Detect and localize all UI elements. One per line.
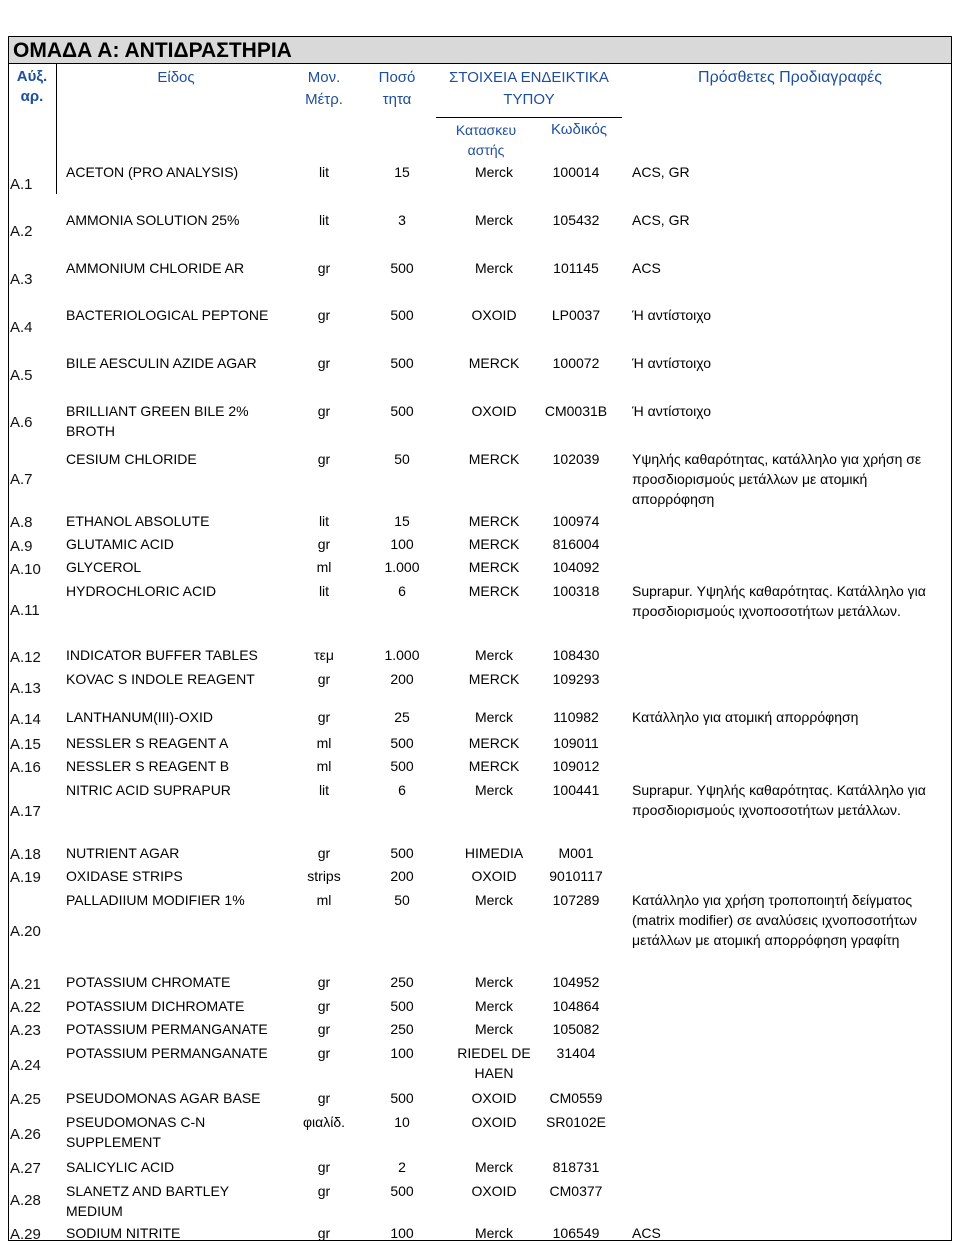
row-spec: Κατάλληλο για χρήση τροποποιητή δείγματος (matrix modifier) σε αναλύσεις ιχνοποσοτήτων μετάλλων με ατομική απορρόφηση γραφίτη bbox=[632, 892, 918, 948]
row-mfr: Merck bbox=[474, 709, 514, 725]
row-number: Α.4 bbox=[10, 319, 33, 336]
row-mfr: MERCK bbox=[468, 671, 520, 687]
row-code: 100014 bbox=[552, 164, 600, 180]
header-item: Είδος bbox=[157, 69, 195, 86]
row-mfr: MERCK bbox=[468, 451, 520, 467]
header-type-info: ΣΤΟΙΧΕΙΑ ΕΝΔΕΙΚΤΙΚΑ ΤΥΠΟΥ bbox=[449, 69, 609, 108]
row-mfr: MERCK bbox=[468, 559, 520, 575]
row-code: 110982 bbox=[553, 709, 599, 725]
row-qty: 200 bbox=[390, 671, 414, 687]
row-mfr: Merck bbox=[474, 1021, 514, 1037]
row-qty: 500 bbox=[390, 1183, 414, 1199]
row-number: Α.22 bbox=[10, 999, 41, 1016]
row-code: 9010117 bbox=[549, 868, 603, 884]
row-spec: Suprapur. Υψηλής καθαρότητας. Κατάλληλο για προσδιορισμούς ιχνοποσοτήτων μετάλλων. bbox=[632, 583, 926, 619]
row-mfr: Merck bbox=[474, 892, 514, 908]
row-name: POTASSIUM PERMANGANATE bbox=[66, 1045, 268, 1061]
row-mfr: MERCK bbox=[468, 513, 520, 529]
row-code: 102039 bbox=[552, 451, 600, 467]
row-qty: 500 bbox=[390, 260, 414, 276]
row-number: Α.27 bbox=[10, 1160, 41, 1177]
row-qty: 100 bbox=[390, 1225, 414, 1241]
row-mfr: Merck bbox=[474, 974, 514, 990]
row-qty: 100 bbox=[390, 1045, 414, 1061]
row-number: Α.24 bbox=[10, 1057, 41, 1074]
row-code: 104952 bbox=[552, 974, 600, 990]
row-unit: ml bbox=[316, 758, 332, 774]
row-spec: Suprapur. Υψηλής καθαρότητας. Κατάλληλο για προσδιορισμούς ιχνοποσοτήτων μετάλλων. bbox=[632, 782, 926, 818]
row-spec: ACS, GR bbox=[632, 164, 690, 180]
row-number: Α.17 bbox=[10, 803, 41, 820]
row-qty: 25 bbox=[394, 709, 410, 725]
row-number: Α.19 bbox=[10, 869, 41, 886]
row-mfr: RIEDEL DE HAEN bbox=[457, 1045, 531, 1081]
row-unit: gr bbox=[317, 1021, 331, 1037]
row-number: Α.25 bbox=[10, 1091, 41, 1108]
row-mfr: OXOID bbox=[471, 1090, 517, 1106]
row-qty: 6 bbox=[398, 782, 406, 798]
row-unit: gr bbox=[317, 536, 331, 552]
header-num: Αύξ. αρ. bbox=[16, 68, 48, 105]
row-qty: 500 bbox=[390, 735, 414, 751]
row-spec: Ή αντίστοιχο bbox=[632, 403, 711, 419]
row-qty: 200 bbox=[390, 868, 414, 884]
row-spec: ACS bbox=[632, 1225, 661, 1241]
row-mfr: Merck bbox=[474, 260, 514, 276]
row-unit: gr bbox=[317, 1225, 331, 1241]
row-mfr: Merck bbox=[474, 647, 514, 663]
row-qty: 2 bbox=[398, 1159, 406, 1175]
row-unit: gr bbox=[317, 998, 331, 1014]
row-code: LP0037 bbox=[551, 307, 601, 323]
row-name: HYDROCHLORIC ACID bbox=[66, 583, 217, 599]
row-name: BILE AESCULIN AZIDE AGAR bbox=[66, 355, 257, 371]
row-spec: ACS bbox=[632, 260, 661, 276]
row-name: CESIUM CHLORIDE bbox=[66, 451, 197, 467]
row-unit: gr bbox=[317, 1045, 331, 1061]
row-code: 100318 bbox=[552, 583, 600, 599]
row-unit: gr bbox=[317, 1090, 331, 1106]
row-unit: lit bbox=[318, 212, 330, 228]
row-code: 100441 bbox=[552, 782, 600, 798]
row-name: NESSLER S REAGENT A bbox=[66, 735, 229, 751]
row-mfr: Merck bbox=[474, 782, 514, 798]
row-unit: lit bbox=[318, 164, 330, 180]
row-unit: gr bbox=[317, 1183, 331, 1199]
header-code: Κωδικός bbox=[550, 121, 608, 138]
row-mfr: OXOID bbox=[471, 1183, 517, 1199]
row-spec: Ή αντίστοιχο bbox=[632, 355, 711, 371]
row-qty: 500 bbox=[390, 998, 414, 1014]
row-unit: ml bbox=[316, 892, 332, 908]
row-mfr: HIMEDIA bbox=[464, 845, 524, 861]
row-code: 31404 bbox=[556, 1045, 596, 1061]
row-number: Α.20 bbox=[10, 923, 41, 940]
row-qty: 50 bbox=[394, 451, 410, 467]
row-qty: 500 bbox=[390, 307, 414, 323]
row-name: INDICATOR BUFFER TABLES bbox=[66, 647, 258, 663]
row-unit: gr bbox=[317, 845, 331, 861]
row-code: 107289 bbox=[552, 892, 600, 908]
row-code: CM0559 bbox=[549, 1090, 603, 1106]
row-qty: 500 bbox=[390, 845, 414, 861]
row-code: 108430 bbox=[552, 647, 600, 663]
group-title: ΟΜΑΔΑ Α: ΑΝΤΙΔΡΑΣΤΗΡΙΑ bbox=[8, 36, 952, 64]
row-mfr: MERCK bbox=[468, 735, 520, 751]
row-number: Α.2 bbox=[10, 223, 33, 240]
row-number: Α.11 bbox=[10, 602, 40, 619]
row-mfr: MERCK bbox=[468, 758, 520, 774]
row-unit: lit bbox=[318, 583, 330, 599]
row-spec: Υψηλής καθαρότητας, κατάλληλο για χρήση σε προσδιορισμούς μετάλλων με ατομική απορρόφηση bbox=[632, 451, 922, 507]
row-name: SLANETZ AND BARTLEY MEDIUM bbox=[66, 1183, 229, 1219]
row-mfr: Merck bbox=[474, 1159, 514, 1175]
row-code: 818731 bbox=[552, 1159, 600, 1175]
row-mfr: OXOID bbox=[471, 307, 517, 323]
row-mfr: OXOID bbox=[471, 868, 517, 884]
row-unit: gr bbox=[317, 671, 331, 687]
row-name: OXIDASE STRIPS bbox=[66, 868, 183, 884]
row-code: 104864 bbox=[552, 998, 600, 1014]
row-unit: gr bbox=[317, 451, 331, 467]
header-qty: Ποσό τητα bbox=[378, 69, 416, 108]
row-unit: gr bbox=[317, 355, 331, 371]
row-name: AMMONIUM CHLORIDE AR bbox=[66, 260, 245, 276]
row-code: 100974 bbox=[552, 513, 600, 529]
header-manufacturer: Κατασκευ αστής bbox=[455, 122, 517, 158]
row-name: SODIUM NITRITE bbox=[66, 1225, 181, 1241]
row-code: 105082 bbox=[552, 1021, 600, 1037]
row-name: SALICYLIC ACID bbox=[66, 1159, 175, 1175]
row-code: M001 bbox=[558, 845, 594, 861]
row-number: Α.3 bbox=[10, 271, 33, 288]
row-mfr: MERCK bbox=[468, 583, 520, 599]
row-number: Α.5 bbox=[10, 367, 33, 384]
row-code: 109293 bbox=[552, 671, 600, 687]
row-unit: gr bbox=[317, 307, 331, 323]
row-code: SR0102E bbox=[546, 1114, 606, 1130]
row-qty: 250 bbox=[390, 974, 414, 990]
row-code: 105432 bbox=[552, 212, 600, 228]
row-number: Α.21 bbox=[10, 976, 41, 993]
row-unit: lit bbox=[318, 782, 330, 798]
row-unit: τεμ bbox=[314, 647, 334, 663]
row-mfr: Merck bbox=[474, 212, 514, 228]
row-name: ETHANOL ABSOLUTE bbox=[66, 513, 210, 529]
row-qty: 1.000 bbox=[384, 559, 420, 575]
row-name: PSEUDOMONAS C-N SUPPLEMENT bbox=[66, 1114, 206, 1150]
row-name: PSEUDOMONAS AGAR BASE bbox=[66, 1090, 261, 1106]
row-qty: 500 bbox=[390, 1090, 414, 1106]
row-number: Α.15 bbox=[10, 736, 41, 753]
header-subdivider bbox=[436, 117, 622, 118]
row-mfr: MERCK bbox=[468, 355, 520, 371]
row-number: Α.23 bbox=[10, 1022, 41, 1039]
row-number: Α.29 bbox=[10, 1226, 41, 1243]
row-number: Α.7 bbox=[10, 471, 33, 488]
row-unit: φιαλίδ. bbox=[302, 1114, 346, 1130]
row-name: BRILLIANT GREEN BILE 2% BROTH bbox=[66, 403, 249, 439]
header-unit: Μον. Μέτρ. bbox=[305, 69, 343, 108]
row-mfr: OXOID bbox=[471, 1114, 517, 1130]
row-code: CM0031B bbox=[544, 403, 608, 419]
row-qty: 500 bbox=[390, 758, 414, 774]
row-name: LANTHANUM(III)-OXID bbox=[66, 709, 213, 725]
row-number: Α.14 bbox=[10, 711, 41, 728]
row-number: Α.26 bbox=[10, 1126, 41, 1143]
row-mfr: MERCK bbox=[468, 536, 520, 552]
row-number: Α.18 bbox=[10, 846, 41, 863]
row-mfr: Merck bbox=[474, 1225, 514, 1241]
row-number: Α.28 bbox=[10, 1192, 41, 1209]
row-unit: gr bbox=[317, 403, 331, 419]
row-qty: 6 bbox=[398, 583, 406, 599]
row-number: Α.12 bbox=[10, 649, 41, 666]
row-name: BACTERIOLOGICAL PEPTONE bbox=[66, 307, 269, 323]
row-name: ACETON (PRO ANALYSIS) bbox=[66, 164, 239, 180]
row-name: GLUTAMIC ACID bbox=[66, 536, 174, 552]
row-name: POTASSIUM DICHROMATE bbox=[66, 998, 245, 1014]
row-unit: gr bbox=[317, 1159, 331, 1175]
row-qty: 15 bbox=[394, 513, 410, 529]
row-qty: 50 bbox=[394, 892, 410, 908]
row-name: POTASSIUM PERMANGANATE bbox=[66, 1021, 268, 1037]
row-qty: 3 bbox=[398, 212, 406, 228]
row-number: Α.1 bbox=[10, 176, 33, 193]
row-qty: 1.000 bbox=[384, 647, 420, 663]
row-unit: gr bbox=[317, 709, 331, 725]
row-unit: ml bbox=[316, 735, 332, 751]
row-number: Α.13 bbox=[10, 680, 41, 697]
row-number: Α.6 bbox=[10, 414, 33, 431]
header-specs: Πρόσθετες Προδιαγραφές bbox=[698, 69, 882, 86]
row-mfr: OXOID bbox=[471, 403, 517, 419]
row-code: 101145 bbox=[553, 260, 599, 276]
row-unit: strips bbox=[307, 868, 341, 884]
row-name: KOVAC S INDOLE REAGENT bbox=[66, 671, 255, 687]
row-unit: gr bbox=[317, 974, 331, 990]
row-name: GLYCEROL bbox=[66, 559, 142, 575]
row-spec: Κατάλληλο για ατομική απορρόφηση bbox=[632, 709, 859, 725]
row-code: 109012 bbox=[552, 758, 600, 774]
row-qty: 15 bbox=[394, 164, 410, 180]
row-code: 100072 bbox=[552, 355, 600, 371]
row-name: POTASSIUM CHROMATE bbox=[66, 974, 231, 990]
row-qty: 10 bbox=[394, 1114, 410, 1130]
row-name: NITRIC ACID SUPRAPUR bbox=[66, 782, 231, 798]
row-qty: 100 bbox=[390, 536, 414, 552]
row-code: 106549 bbox=[552, 1225, 600, 1241]
row-mfr: Merck bbox=[474, 998, 514, 1014]
row-spec: Ή αντίστοιχο bbox=[632, 307, 711, 323]
row-code: 104092 bbox=[552, 559, 600, 575]
row-number: Α.8 bbox=[10, 514, 33, 531]
row-unit: lit bbox=[318, 513, 330, 529]
row-unit: ml bbox=[316, 559, 332, 575]
row-qty: 500 bbox=[390, 355, 414, 371]
row-name: NESSLER S REAGENT B bbox=[66, 758, 230, 774]
row-name: AMMONIA SOLUTION 25% bbox=[66, 212, 240, 228]
row-qty: 500 bbox=[390, 403, 414, 419]
row-mfr: Merck bbox=[474, 164, 514, 180]
row-qty: 250 bbox=[390, 1021, 414, 1037]
row-name: NUTRIENT AGAR bbox=[66, 845, 180, 861]
row-name: PALLADIIUM MODIFIER 1% bbox=[66, 892, 245, 908]
row-code: 816004 bbox=[552, 536, 600, 552]
row-number: Α.10 bbox=[10, 561, 41, 578]
row-code: 109011 bbox=[553, 735, 599, 751]
row-number: Α.16 bbox=[10, 759, 41, 776]
row-number: Α.9 bbox=[10, 538, 33, 555]
row-spec: ACS, GR bbox=[632, 212, 690, 228]
row-code: CM0377 bbox=[549, 1183, 603, 1199]
row-unit: gr bbox=[317, 260, 331, 276]
